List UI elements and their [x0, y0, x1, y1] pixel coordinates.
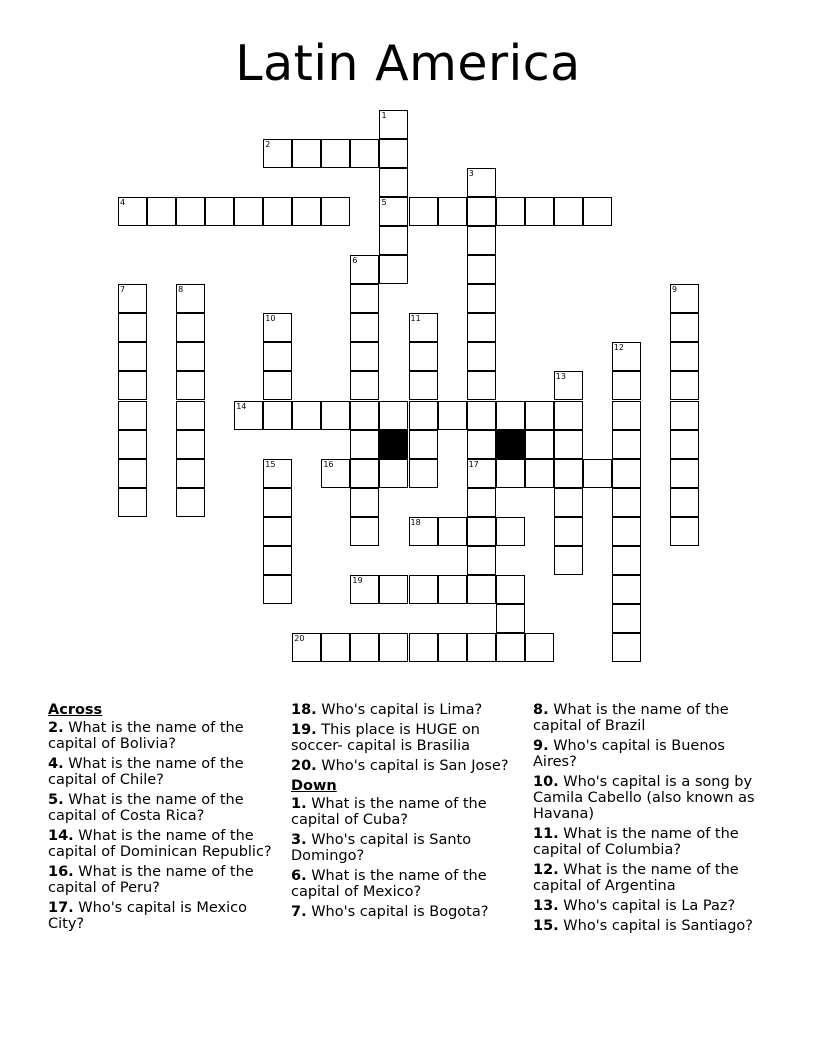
grid-cell[interactable] — [263, 575, 292, 604]
grid-cell[interactable] — [350, 342, 379, 371]
grid-cell[interactable] — [612, 459, 641, 488]
grid-cell[interactable] — [554, 488, 583, 517]
clue-text: Who's capital is Bogota? — [306, 904, 489, 920]
clue-label: 15. — [533, 918, 559, 934]
clue-item — [291, 868, 527, 900]
grid-cell[interactable] — [583, 197, 612, 226]
clue-text: Who's capital is Lima? — [316, 702, 483, 718]
grid-cell[interactable] — [612, 488, 641, 517]
grid-cell[interactable] — [496, 517, 525, 546]
grid-cell[interactable] — [118, 488, 147, 517]
grid-cell[interactable] — [525, 401, 554, 430]
grid-cell[interactable] — [554, 371, 583, 400]
grid-cell[interactable] — [263, 517, 292, 546]
grid-cell[interactable] — [554, 459, 583, 488]
grid-cell[interactable] — [350, 371, 379, 400]
grid-cell[interactable] — [467, 226, 496, 255]
clue-text: What is the name of the capital of Peru? — [48, 864, 254, 896]
grid-cell[interactable] — [670, 313, 699, 342]
clue-label: 11. — [533, 826, 559, 842]
clue-item — [48, 792, 283, 824]
grid-cell[interactable] — [176, 313, 205, 342]
grid-cell[interactable] — [467, 313, 496, 342]
grid-cell[interactable] — [350, 284, 379, 313]
clue-label: 1. — [291, 796, 307, 812]
clue-item — [48, 756, 283, 788]
grid-cell[interactable] — [118, 459, 147, 488]
clue-number: 19 — [352, 575, 363, 585]
grid-cell[interactable] — [409, 313, 438, 342]
grid-cell[interactable] — [525, 197, 554, 226]
grid-cell[interactable] — [176, 401, 205, 430]
grid-cell[interactable] — [321, 459, 350, 488]
grid-cell[interactable] — [670, 342, 699, 371]
grid-cell[interactable] — [670, 459, 699, 488]
clue-item — [533, 702, 773, 734]
clue-text: What is the name of the capital of Mexico? — [291, 868, 487, 900]
clue-text: Who's capital is La Paz? — [558, 898, 736, 914]
grid-cell[interactable] — [612, 371, 641, 400]
clue-number: 5 — [381, 198, 387, 208]
clue-label: 2. — [48, 720, 64, 736]
grid-cell[interactable] — [263, 197, 292, 226]
grid-cell[interactable] — [467, 430, 496, 459]
grid-cell[interactable] — [612, 604, 641, 633]
clue-number: 10 — [265, 314, 276, 324]
grid-cell[interactable] — [350, 488, 379, 517]
clue-number: 6 — [352, 256, 358, 266]
grid-cell[interactable] — [321, 139, 350, 168]
grid-cell[interactable] — [118, 430, 147, 459]
clue-item — [533, 774, 773, 822]
grid-cell[interactable] — [496, 401, 525, 430]
grid-cell[interactable] — [379, 401, 408, 430]
clue-text: What is the name of the capital of Chile? — [48, 756, 244, 788]
grid-cell[interactable] — [409, 401, 438, 430]
grid-cell[interactable] — [234, 197, 263, 226]
grid-cell[interactable] — [263, 488, 292, 517]
clue-text: What is the name of the capital of Bolivia? — [48, 720, 244, 752]
grid-cell[interactable] — [438, 517, 467, 546]
clue-text: Who's capital is Santiago? — [558, 918, 753, 934]
grid-cell[interactable] — [263, 401, 292, 430]
clue-item — [533, 862, 773, 894]
clue-column-2 — [291, 702, 527, 924]
grid-cell[interactable] — [612, 401, 641, 430]
clue-item — [533, 826, 773, 858]
grid-cell[interactable] — [379, 633, 408, 662]
clue-text: What is the name of the capital of Brazil — [533, 702, 729, 734]
clue-number: 9 — [671, 285, 678, 295]
grid-cell[interactable] — [350, 313, 379, 342]
clue-number: 2 — [265, 140, 271, 150]
clue-number: 17 — [468, 459, 479, 469]
clue-item — [48, 900, 283, 932]
grid-cell[interactable] — [612, 575, 641, 604]
grid-cell[interactable] — [118, 197, 147, 226]
grid-cell[interactable] — [379, 459, 408, 488]
grid-cell[interactable] — [409, 517, 438, 546]
grid-cell[interactable] — [292, 139, 321, 168]
grid-cell[interactable] — [292, 197, 321, 226]
grid-cell[interactable] — [379, 255, 408, 284]
grid-cell[interactable] — [670, 430, 699, 459]
clue-number: 7 — [120, 285, 126, 295]
grid-cell[interactable] — [670, 371, 699, 400]
grid-cell[interactable] — [350, 633, 379, 662]
clue-item — [48, 828, 283, 860]
grid-cell[interactable] — [467, 459, 496, 488]
grid-cell[interactable] — [554, 401, 583, 430]
grid-cell[interactable] — [350, 401, 379, 430]
grid-cell[interactable] — [321, 401, 350, 430]
grid-cell[interactable] — [438, 401, 467, 430]
grid-cell[interactable] — [263, 139, 292, 168]
grid-cell[interactable] — [321, 633, 350, 662]
grid-cell[interactable] — [379, 110, 408, 139]
grid-cell[interactable] — [176, 371, 205, 400]
grid-cell[interactable] — [379, 575, 408, 604]
clue-item — [533, 918, 773, 934]
grid-cell[interactable] — [496, 197, 525, 226]
grid-cell[interactable] — [234, 401, 263, 430]
grid-cell[interactable] — [612, 546, 641, 575]
grid-cell[interactable] — [583, 459, 612, 488]
clue-number: 3 — [468, 169, 474, 179]
clue-label: 9. — [533, 738, 549, 754]
section-heading: Down — [291, 778, 337, 794]
grid-cell[interactable] — [467, 401, 496, 430]
grid-cell[interactable] — [467, 168, 496, 197]
grid-cell[interactable] — [409, 575, 438, 604]
clue-text: Who's capital is Buenos Aires? — [533, 738, 725, 770]
grid-cell[interactable] — [409, 197, 438, 226]
clue-item — [48, 720, 283, 752]
grid-cell[interactable] — [525, 459, 554, 488]
clue-text: What is the name of the capital of Costa Rica? — [48, 792, 244, 824]
clue-number: 16 — [323, 459, 334, 469]
grid-cell[interactable] — [612, 517, 641, 546]
grid-cell[interactable] — [612, 430, 641, 459]
grid-cell[interactable] — [176, 430, 205, 459]
grid-cell[interactable] — [350, 430, 379, 459]
clue-label: 20. — [291, 758, 317, 774]
clue-column-1 — [48, 702, 283, 936]
clue-item — [291, 904, 527, 920]
grid-cell[interactable] — [467, 575, 496, 604]
clue-label: 16. — [48, 864, 74, 880]
clue-label: 14. — [48, 828, 74, 844]
clue-item — [291, 796, 527, 828]
clue-number: 13 — [555, 372, 566, 382]
grid-cell[interactable] — [350, 575, 379, 604]
grid-cell[interactable] — [612, 633, 641, 662]
grid-cell[interactable] — [409, 633, 438, 662]
grid-cell[interactable] — [118, 401, 147, 430]
grid-cell[interactable] — [467, 284, 496, 313]
grid-cell[interactable] — [350, 139, 379, 168]
grid-cell[interactable] — [205, 197, 234, 226]
clue-label: 17. — [48, 900, 74, 916]
grid-cell[interactable] — [350, 255, 379, 284]
clue-item — [533, 738, 773, 770]
grid-cell[interactable] — [496, 604, 525, 633]
grid-cell[interactable] — [409, 430, 438, 459]
grid-block — [496, 430, 525, 459]
grid-cell[interactable] — [176, 284, 205, 313]
clue-text: What is the name of the capital of Columbia? — [533, 826, 739, 858]
grid-cell[interactable] — [467, 342, 496, 371]
grid-cell[interactable] — [612, 342, 641, 371]
clue-number: 18 — [410, 517, 421, 527]
grid-cell[interactable] — [379, 139, 408, 168]
grid-cell[interactable] — [409, 371, 438, 400]
grid-cell[interactable] — [467, 255, 496, 284]
grid-cell[interactable] — [467, 197, 496, 226]
clue-item — [291, 722, 527, 754]
grid-cell[interactable] — [176, 488, 205, 517]
clue-text: Who's capital is a song by Camila Cabello (also known as Havana) — [533, 774, 755, 822]
grid-cell[interactable] — [176, 197, 205, 226]
clue-label: 12. — [533, 862, 559, 878]
grid-cell[interactable] — [670, 284, 699, 313]
grid-cell[interactable] — [670, 488, 699, 517]
grid-cell[interactable] — [292, 633, 321, 662]
grid-cell[interactable] — [118, 313, 147, 342]
clue-label: 6. — [291, 868, 307, 884]
clue-text: Who's capital is Santo Domingo? — [291, 832, 472, 864]
clue-label: 13. — [533, 898, 559, 914]
section-heading: Across — [48, 702, 103, 718]
grid-cell[interactable] — [118, 342, 147, 371]
grid-cell[interactable] — [438, 633, 467, 662]
grid-cell[interactable] — [379, 168, 408, 197]
grid-cell[interactable] — [263, 371, 292, 400]
grid-cell[interactable] — [467, 371, 496, 400]
clue-item — [533, 898, 773, 914]
clue-label: 18. — [291, 702, 317, 718]
grid-cell[interactable] — [670, 401, 699, 430]
grid-cell[interactable] — [670, 517, 699, 546]
grid-cell[interactable] — [554, 546, 583, 575]
grid-cell[interactable] — [525, 430, 554, 459]
grid-cell[interactable] — [379, 226, 408, 255]
clue-item — [48, 864, 283, 896]
grid-cell[interactable] — [176, 342, 205, 371]
grid-cell[interactable] — [496, 575, 525, 604]
clue-number: 20 — [294, 633, 305, 643]
grid-cell[interactable] — [467, 488, 496, 517]
grid-cell[interactable] — [147, 197, 176, 226]
grid-cell[interactable] — [496, 459, 525, 488]
grid-cell[interactable] — [118, 371, 147, 400]
grid-cell[interactable] — [321, 197, 350, 226]
grid-cell[interactable] — [263, 546, 292, 575]
clue-item — [291, 702, 527, 718]
grid-cell[interactable] — [409, 459, 438, 488]
grid-cell[interactable] — [263, 459, 292, 488]
clue-text: This place is HUGE on soccer- capital is Brasilia — [291, 722, 480, 754]
puzzle-title: Latin America — [235, 35, 581, 92]
clue-number: 12 — [613, 343, 625, 353]
grid-cell[interactable] — [554, 517, 583, 546]
grid-cell[interactable] — [467, 517, 496, 546]
grid-cell[interactable] — [292, 401, 321, 430]
grid-cell[interactable] — [554, 430, 583, 459]
clue-label: 10. — [533, 774, 559, 790]
grid-cell[interactable] — [438, 575, 467, 604]
grid-cell[interactable] — [176, 459, 205, 488]
clue-number: 15 — [265, 459, 276, 469]
grid-cell[interactable] — [554, 197, 583, 226]
grid-cell[interactable] — [467, 633, 496, 662]
clue-label: 19. — [291, 722, 317, 738]
clue-label: 4. — [48, 756, 64, 772]
clue-number: 4 — [120, 198, 126, 208]
grid-cell[interactable] — [263, 342, 292, 371]
clue-item — [291, 758, 527, 774]
clue-label: 8. — [533, 702, 549, 718]
clue-column-3 — [533, 702, 773, 938]
clue-number: 8 — [178, 285, 184, 295]
grid-cell[interactable] — [467, 546, 496, 575]
grid-cell[interactable] — [409, 342, 438, 371]
clue-item — [291, 832, 527, 864]
grid-cell[interactable] — [118, 284, 147, 313]
clue-label: 5. — [48, 792, 64, 808]
grid-cell[interactable] — [263, 313, 292, 342]
grid-block — [379, 430, 408, 459]
clue-text: What is the name of the capital of Dominican Republic? — [48, 828, 272, 860]
grid-cell[interactable] — [525, 633, 554, 662]
grid-cell[interactable] — [379, 197, 408, 226]
grid-cell[interactable] — [438, 197, 467, 226]
clue-text: Who's capital is Mexico City? — [48, 900, 247, 932]
clue-number: 14 — [236, 401, 247, 411]
clue-label: 3. — [291, 832, 307, 848]
clue-number: 11 — [410, 314, 421, 324]
clue-text: What is the name of the capital of Cuba? — [291, 796, 487, 828]
clue-number: 1 — [381, 111, 387, 120]
clue-text: Who's capital is San Jose? — [316, 758, 509, 774]
grid-cell[interactable] — [350, 459, 379, 488]
grid-cell[interactable] — [350, 517, 379, 546]
clue-text: What is the name of the capital of Argentina — [533, 862, 739, 894]
clue-label: 7. — [291, 904, 307, 920]
grid-cell[interactable] — [496, 633, 525, 662]
